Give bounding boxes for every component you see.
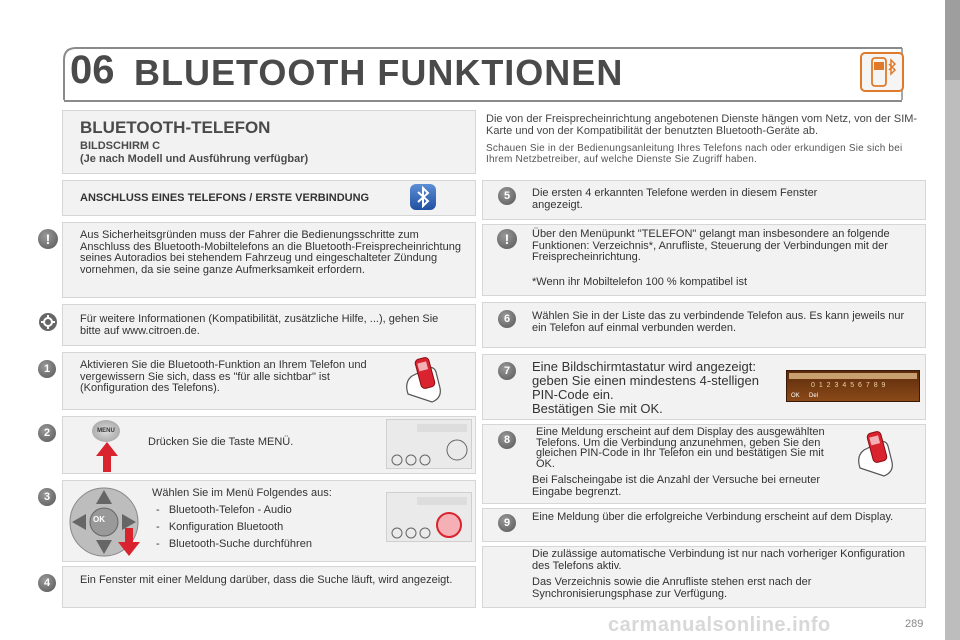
connection-title: ANSCHLUSS EINES TELEFONS / ERSTE VERBINDUNG bbox=[80, 192, 370, 204]
chapter-number: 06 bbox=[70, 48, 115, 92]
warning-text-left: Aus Sicherheitsgründen muss der Fahrer die Bedienungsschritte zum Anschluss des Bluetooth-Mobiltelefons an die Bluetooth-Freisprecheinrichtung seines Autoradios bei stehendem Fahrzeug und eingeschalteter Zündung vornehmen, da sie seine ganze Aufmerksamkeit erfordern. bbox=[80, 229, 461, 276]
info-text: Für weitere Informationen (Kompatibilität, zusätzliche Hilfe, ...), gehen Sie bitte auf www.citroen.de. bbox=[80, 313, 439, 337]
pin-keyboard-screen bbox=[786, 370, 920, 402]
intro-note: Schauen Sie in der Bedienungsanleitung Ihres Telefons nach oder erkundigen Sie sich bei Ihrem Netzbetreiber, auf welche Dienste Sie Zugriff haben. bbox=[486, 143, 903, 165]
section-availability: (Je nach Modell und Ausführung verfügbar) bbox=[80, 153, 309, 165]
gear-icon bbox=[38, 312, 58, 332]
step-number-7: 7 bbox=[498, 362, 516, 380]
radio-unit-3 bbox=[386, 492, 472, 542]
page-number: 289 bbox=[905, 618, 924, 630]
step-number-3: 3 bbox=[38, 488, 56, 506]
compatibility-note: *Wenn ihr Mobiltelefon 100 % kompatibel ist bbox=[532, 276, 748, 288]
radio-unit-2 bbox=[386, 419, 472, 469]
screen-ok-label: OK bbox=[791, 393, 800, 399]
step4-text: Ein Fenster mit einer Meldung darüber, dass die Suche läuft, wird angezeigt. bbox=[80, 574, 453, 586]
arrow-down-icon bbox=[118, 528, 140, 556]
menu-option: - Bluetooth-Suche durchführen bbox=[156, 538, 312, 550]
step-number-4: 4 bbox=[38, 574, 56, 592]
warning-icon: ! bbox=[38, 229, 58, 249]
menu-button-icon: MENU bbox=[92, 420, 120, 442]
watermark: carmanualsonline.info bbox=[608, 614, 831, 636]
bluetooth-icon bbox=[410, 184, 436, 210]
screen-del-label: Del bbox=[809, 393, 819, 399]
hand-phone-icon-2 bbox=[850, 428, 902, 480]
step-number-2: 2 bbox=[38, 424, 56, 442]
synchronisation-note: Das Verzeichnis sowie die Anrufliste stehen erst nach der Synchronisierungsphase zur Verfügung. bbox=[532, 576, 812, 600]
intro-text: Die von der Freisprecheinrichtung angebotenen Dienste hängen vom Netz, von der SIM-Karte und von der Kompatibilität der benutzten Bluetooth-Geräte ab. bbox=[486, 113, 918, 137]
bluetooth-phone-icon bbox=[860, 52, 904, 92]
pin-digits: 0 1 2 3 4 5 6 7 8 9 bbox=[811, 382, 887, 389]
step8-text: Eine Meldung erscheint auf dem Display des ausgewählten Telefons. Um die Verbindung anzunehmen, geben Sie den gleichen PIN-Code in Ihr Telefon ein und bestätigen Sie mit OK. bbox=[536, 426, 825, 470]
page-title: BLUETOOTH FUNKTIONEN bbox=[134, 52, 624, 93]
step1-text: Aktivieren Sie die Bluetooth-Funktion an Ihrem Telefon und vergewissern Sie sich, dass es "für alle sichtbar" ist (Konfiguration des Telefons). bbox=[80, 359, 367, 394]
hand-phone-icon bbox=[398, 354, 450, 406]
warning-icon-right: ! bbox=[497, 229, 517, 249]
warning-text-right: Über den Menüpunkt "TELEFON" gelangt man insbesondere an folgende Funktionen: Verzeichnis*, Anrufliste, Steuerung der Verbindungen mit der Freisprecheinrichtung. bbox=[532, 228, 890, 263]
step9-text: Eine Meldung über die erfolgreiche Verbindung erscheint auf dem Display. bbox=[532, 511, 894, 523]
menu-options bbox=[156, 502, 312, 553]
arrow-up-icon bbox=[96, 442, 118, 472]
step2-text: Drücken Sie die Taste MENÜ. bbox=[148, 436, 294, 448]
step-number-5: 5 bbox=[498, 187, 516, 205]
step3-text: Wählen Sie im Menü Folgendes aus: bbox=[152, 487, 332, 499]
sidebar-strip-top bbox=[945, 0, 960, 80]
section-subheading: BILDSCHIRM C bbox=[80, 140, 161, 152]
step4-panel bbox=[62, 566, 476, 608]
step5-text: Die ersten 4 erkannten Telefone werden in diesem Fenster angezeigt. bbox=[532, 187, 818, 211]
step-number-1: 1 bbox=[38, 360, 56, 378]
ok-label: OK bbox=[93, 515, 105, 524]
step-number-6: 6 bbox=[498, 310, 516, 328]
step-number-8: 8 bbox=[498, 431, 516, 449]
menu-option: - Konfiguration Bluetooth bbox=[156, 521, 284, 533]
header-rule bbox=[64, 100, 902, 102]
menu-option: - Bluetooth-Telefon - Audio bbox=[156, 504, 292, 516]
step7-confirm: Bestätigen Sie mit OK. bbox=[532, 401, 663, 416]
step7-text: Eine Bildschirmtastatur wird angezeigt: geben Sie einen mindestens 4-stelligen PIN-Code ein. bbox=[532, 359, 759, 402]
section-heading: BLUETOOTH-TELEFON bbox=[80, 118, 271, 137]
step-number-9: 9 bbox=[498, 514, 516, 532]
sidebar-strip bbox=[945, 0, 960, 640]
auto-connection-note: Die zulässige automatische Verbindung ist nur nach vorheriger Konfiguration des Telefons aktiv. bbox=[532, 548, 905, 572]
step8-note: Bei Falscheingabe ist die Anzahl der Versuche bei erneuter Eingabe begrenzt. bbox=[532, 474, 821, 498]
step6-text: Wählen Sie in der Liste das zu verbindende Telefon aus. Es kann jeweils nur ein Telefon auf einmal verbunden werden. bbox=[532, 310, 905, 334]
